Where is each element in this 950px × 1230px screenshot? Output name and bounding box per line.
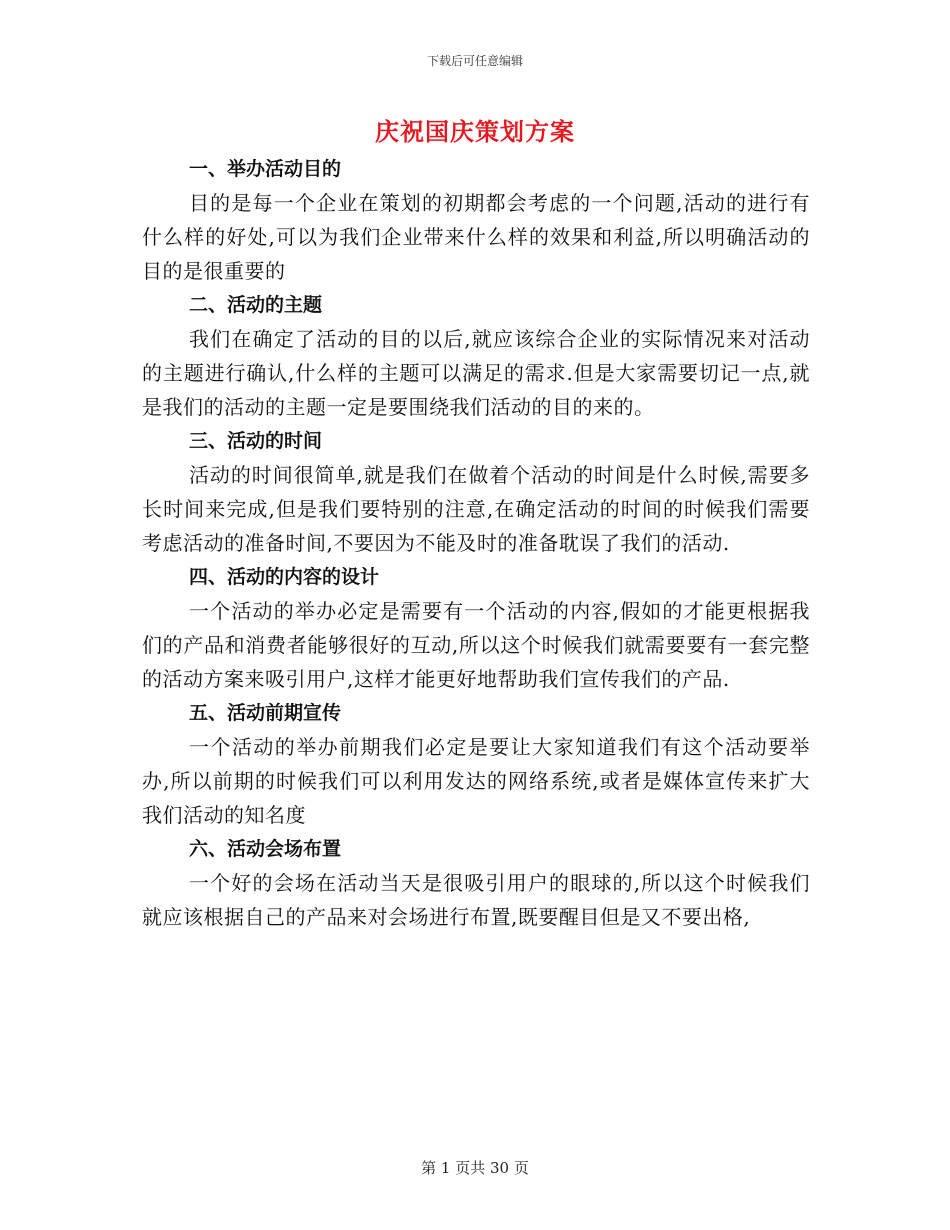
section-time	[142, 424, 810, 560]
section-paragraph: 一个活动的举办必定是需要有一个活动的内容,假如的才能更根据我们的产品和消费者能够很好的互动,所以这个时候我们就需要要有一套完整的活动方案来吸引用户,这样才能更好地帮助我们宣传我们的产品.	[142, 599, 810, 691]
section-heading: 六、活动会场布置	[189, 838, 342, 860]
section-theme	[142, 288, 810, 424]
page-header-note: 下载后可任意编辑	[426, 54, 523, 68]
section-promotion	[142, 696, 810, 832]
page-number: 第 1 页共 30 页	[421, 1159, 529, 1177]
document-title: 庆祝国庆策划方案	[375, 118, 575, 146]
section-heading: 五、活动前期宣传	[189, 702, 342, 724]
document-body	[142, 152, 810, 934]
section-paragraph: 一个好的会场在活动当天是很吸引用户的眼球的,所以这个时候我们就应该根据自己的产品来对会场进行布置,既要醒目但是又不要出格,	[142, 871, 810, 929]
section-heading: 二、活动的主题	[189, 294, 323, 316]
section-paragraph: 目的是每一个企业在策划的初期都会考虑的一个问题,活动的进行有什么样的好处,可以为我们企业带来什么样的效果和利益,所以明确活动的目的是很重要的	[142, 191, 810, 283]
section-heading: 三、活动的时间	[189, 430, 323, 452]
section-heading: 四、活动的内容的设计	[189, 566, 380, 588]
section-venue	[142, 832, 810, 934]
section-heading: 一、举办活动目的	[189, 158, 342, 180]
section-paragraph: 活动的时间很简单,就是我们在做着个活动的时间是什么时候,需要多长时间来完成,但是我们要特别的注意,在确定活动的时间的时候我们需要考虑活动的准备时间,不要因为不能及时的准备耽误了我们的活动.	[142, 463, 810, 555]
section-content-design	[142, 560, 810, 696]
section-paragraph: 我们在确定了活动的目的以后,就应该综合企业的实际情况来对活动的主题进行确认,什么样的主题可以满足的需求.但是大家需要切记一点,就是我们的活动的主题一定是要围绕我们活动的目的来的。	[142, 327, 810, 419]
section-purpose	[142, 152, 810, 288]
section-paragraph: 一个活动的举办前期我们必定是要让大家知道我们有这个活动要举办,所以前期的时候我们可以利用发达的网络系统,或者是媒体宣传来扩大我们活动的知名度	[142, 735, 810, 827]
